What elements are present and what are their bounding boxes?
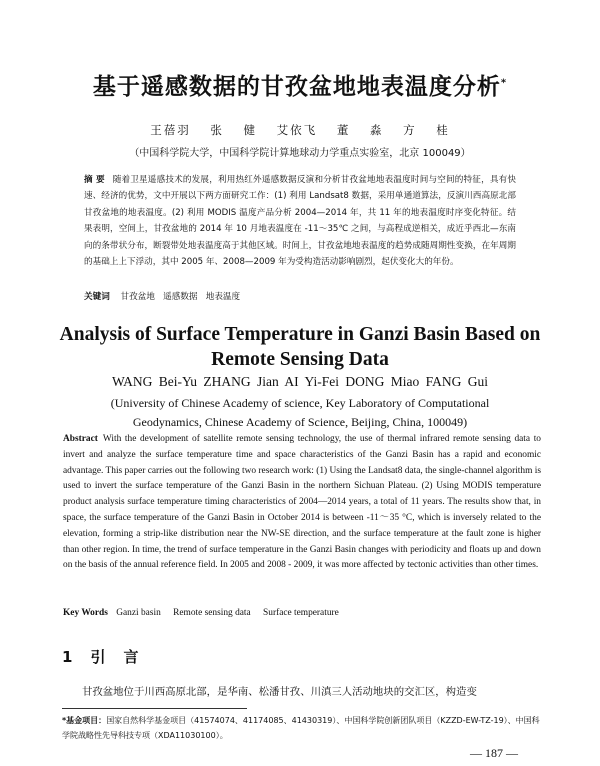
chinese-keywords	[84, 290, 516, 302]
chinese-abstract-text: 随着卫星遥感技术的发展，利用热红外遥感数据反演和分析甘孜盆地地表温度时间与空间的特征，具有快速、经济的优势，文中开展以下两方面研究工作：(1) 利用 Landsat8 数据，采用单通道算法，反演川西高原北部甘孜盆地的地表温度。(2) 利用 MODIS 温度产品分析 2004—2014 年，共 11 年的地表温度时序变化特征。结果表明，空间上，甘孜盆地的 2014 年 10 月地表温度在 -11～35℃ 之间，与高程成逆相关，成近乎西北—东南向的条带状分布，断裂带处地表温度高于其他区域。时间上，甘孜盆地地表温度的趋势成随周期性变换，在年周期的基础上上下浮动，其中 2005 年、2008—2009 年为受构造活动影响剧烈，起伏变化大的年份。	[84, 175, 516, 268]
english-affiliation: (University of Chinese Academy of science, Key Laboratory of Computational Geodynamics, Chinese Academy of Science, Beijing, China, 100049)	[110, 396, 490, 429]
english-keywords	[63, 608, 541, 618]
section-heading	[62, 646, 156, 667]
english-authors: WANG Bei-Yu ZHANG Jian AI Yi-Fei DONG Miao FANG Gui	[111, 374, 489, 389]
footnote	[62, 714, 542, 743]
chinese-keywords-label: 关键词	[84, 292, 110, 302]
english-title: Analysis of Surface Temperature in Ganzi Basin Based on Remote Sensing Data	[59, 324, 541, 370]
section-title: 引言	[90, 648, 157, 666]
footnote-label: *基金项目：	[62, 716, 107, 725]
chinese-authors: 王蓓羽 张 健 艾依飞 董 淼 方 桂	[150, 123, 450, 137]
chinese-keyword: 地表温度	[205, 292, 241, 302]
footnote-rule	[62, 708, 247, 709]
footnote-text: 国家自然科学基金项目（41574074、41174085、41430319）、中国科学院创新团队项目（KZZD-EW-TZ-19）、中国科学院战略性先导科技专项（XDA11030100）。	[62, 716, 540, 740]
body-paragraph: 甘孜盆地位于川西高原北部，是华南、松潘甘孜、川滇三人活动地块的交汇区，构造变	[82, 686, 477, 698]
section-number: 1	[62, 648, 73, 666]
chinese-keyword: 甘孜盆地	[120, 292, 155, 302]
english-abstract	[63, 432, 541, 574]
english-keyword: Ganzi basin	[116, 608, 161, 618]
english-keywords-label: Key Words	[63, 608, 108, 618]
page-number: — 187 —	[470, 746, 518, 760]
chinese-abstract	[84, 172, 516, 270]
english-keyword: Surface temperature	[263, 608, 339, 618]
chinese-keyword: 遥感数据	[163, 292, 198, 302]
chinese-abstract-label: 摘 要	[84, 175, 105, 185]
title-footnote-mark: *	[500, 77, 508, 89]
chinese-affiliation: （中国科学院大学，中国科学院计算地球动力学重点实验室，北京 100049）	[129, 148, 471, 159]
english-keyword: Remote sensing data	[173, 608, 251, 618]
english-abstract-text: With the development of satellite remote sensing technology, the use of thermal infrared remote sensing data to invert and analyze the surface temperature time and space characteristics of the Ganzi Basin has a rapid and economic advantage. This paper carries out the following two research work: (1) Using the Landsat8 data, the single-channel algorithm is used to invert the surface temperature of the Ganzi Basin in the northern Sichuan Plateau. (2) Using MODIS temperature product analysis surface temperature timing characteristics of 2004—2014 years, a total of 11 years. The results show that, in space, the surface temperature of the Ganzi Basin in October 2014 is between -11～35 °C, which is inversely related to the elevation, forming a strip-like distribution near the NW-SE direction, and the surface temperature at the fault zone is higher than other region. In time, the trend of surface temperature in the Ganzi Basin changes with periodicity and floats up and down on the basis of the annual reference field. In 2005 and 2008 - 2009, it was more affected by tectonic activities than other times.	[63, 434, 541, 571]
english-abstract-label: Abstract	[63, 434, 98, 444]
chinese-title: 基于遥感数据的甘孜盆地地表温度分析*	[92, 74, 508, 100]
